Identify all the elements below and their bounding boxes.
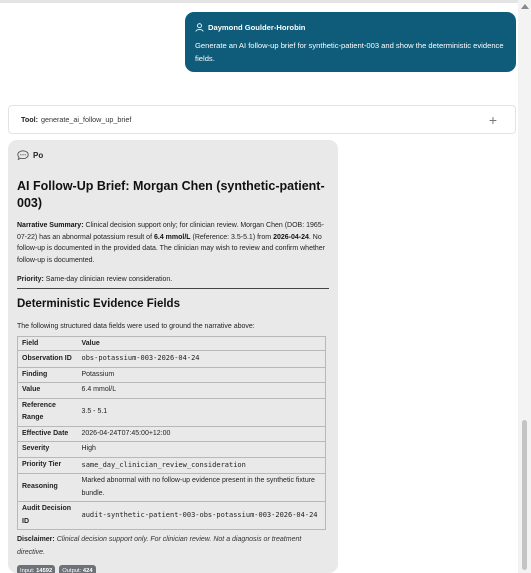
table-row	[18, 442, 326, 458]
tool-label: Tool:	[21, 115, 39, 124]
assistant-name: Po	[33, 150, 44, 160]
table-cell-field: Reasoning	[18, 474, 78, 502]
table-cell-code: obs-potassium-003-2026-04-24	[81, 354, 200, 362]
assistant-header	[17, 148, 329, 162]
output-token-label: Output:	[62, 568, 82, 573]
table-cell-value: Potassium	[78, 367, 326, 383]
table-header-value: Value	[78, 337, 326, 351]
priority-label: Priority:	[17, 276, 44, 283]
disclaimer-label: Disclaimer:	[17, 536, 55, 543]
table-cell-value	[78, 502, 326, 530]
evidence-table	[17, 336, 326, 530]
disclaimer	[17, 533, 329, 559]
user-message-header	[195, 21, 506, 33]
narrative-text-1: Clinical decision support only; for clinician review. Morgan Chen (DOB: 1965-07-22) has an abnormal potassium result of	[17, 222, 324, 241]
table-cell-code: audit-synthetic-patient-003-obs-potassium-003-2026-04-24	[81, 510, 318, 519]
table-cell-field: Observation ID	[18, 351, 78, 368]
table-cell-value	[78, 457, 326, 474]
table-cell-value: High	[78, 442, 326, 458]
table-cell-value: 2026-04-24T07:45:00+12:00	[78, 426, 326, 442]
table-row	[18, 351, 326, 368]
table-cell-field: Audit Decision ID	[18, 502, 78, 530]
expand-plus-icon[interactable]: +	[488, 111, 497, 128]
table-cell-field: Value	[18, 383, 78, 399]
table-row	[18, 383, 326, 399]
table-cell-value: 3.5 - 5.1	[78, 398, 326, 426]
table-cell-value	[78, 351, 326, 368]
narrative-date: 2026-04-24	[273, 233, 309, 241]
table-cell-field: Priority Tier	[18, 457, 78, 474]
table-cell-value: 6.4 mmol/L	[78, 383, 326, 399]
priority-line	[17, 275, 329, 289]
user-message-bubble	[185, 12, 516, 72]
disclaimer-text: Clinical decision support only. For clinician review. Not a diagnosis or treatment directive.	[17, 536, 302, 556]
narrative-value: 6.4 mmol/L	[153, 233, 191, 241]
input-token-badge	[17, 565, 55, 573]
table-row	[18, 457, 326, 474]
table-row	[18, 502, 326, 530]
table-row	[18, 426, 326, 442]
narrative-text-3: . No follow-up is documented in the provided data. The clinician may wish to review and confirm whether follow-up is documented.	[17, 233, 326, 264]
tool-call-row[interactable]	[8, 105, 516, 134]
user-message-text: Generate an AI follow-up brief for synthetic-patient-003 and show the deterministic evidence fields.	[195, 41, 504, 63]
input-token-value: 14592	[36, 568, 53, 573]
table-cell-field: Effective Date	[18, 426, 78, 442]
section-title: Deterministic Evidence Fields	[17, 298, 180, 310]
table-row	[18, 367, 326, 383]
table-header-row	[18, 337, 326, 351]
narrative-label: Narrative Summary:	[17, 222, 84, 229]
chat-bubble-icon	[17, 150, 29, 160]
table-header-field: Field	[18, 337, 78, 351]
user-name: Daymond Goulder-Horobin	[208, 22, 306, 32]
scrollbar-thumb[interactable]	[522, 420, 527, 570]
table-cell-field: Finding	[18, 367, 78, 383]
brief-title: AI Follow-Up Brief: Morgan Chen (synthetic-patient-003)	[17, 179, 325, 210]
token-usage	[17, 565, 329, 573]
user-icon	[195, 23, 204, 32]
vertical-scrollbar[interactable]	[518, 0, 531, 573]
narrative-summary	[17, 220, 329, 266]
output-token-value: 424	[82, 568, 93, 573]
table-cell-code: same_day_clinician_review_consideration	[81, 460, 246, 469]
output-token-badge	[59, 565, 95, 573]
table-cell-field: Reference Range	[18, 398, 78, 426]
table-cell-field: Severity	[18, 442, 78, 458]
section-intro: The following structured data fields were used to ground the narrative above:	[17, 323, 255, 330]
table-row	[18, 398, 326, 426]
input-token-label: Input:	[20, 568, 35, 573]
scroll-up-arrow-icon[interactable]	[521, 4, 529, 9]
top-divider	[0, 0, 518, 3]
assistant-message-card	[8, 140, 338, 573]
priority-text: Same-day clinician review consideration.	[45, 276, 173, 283]
table-cell-value: Marked abnormal with no follow-up evidence present in the synthetic fixture bundle.	[78, 474, 326, 502]
table-row	[18, 474, 326, 502]
narrative-text-2: (Reference: 3.5-5.1) from	[192, 233, 272, 241]
tool-name: generate_ai_follow_up_brief	[41, 115, 132, 124]
